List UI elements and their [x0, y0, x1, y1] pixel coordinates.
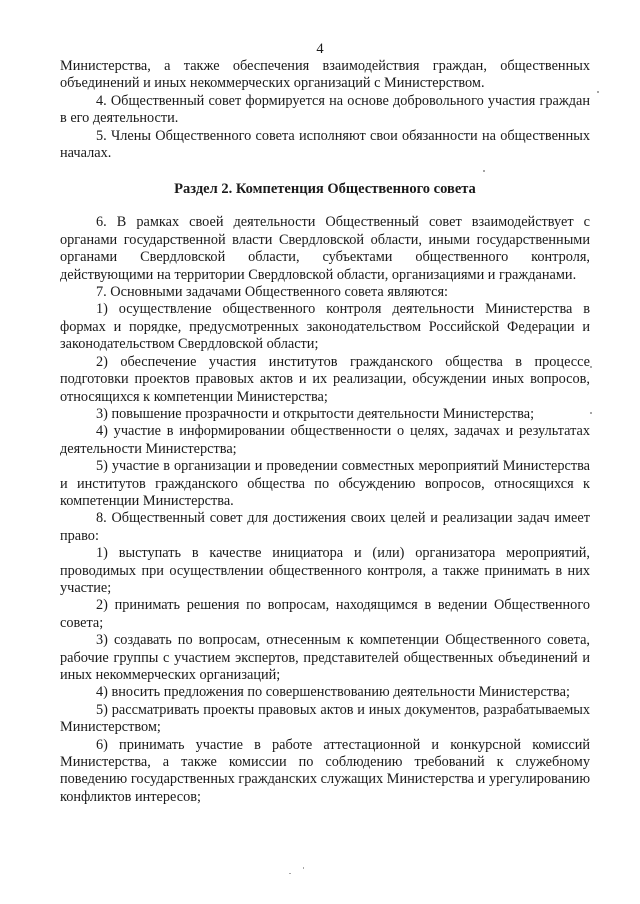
list-item-8-4: 4) вносить предложения по совершенствованию деятельности Министерства;	[96, 684, 570, 701]
scan-speck	[590, 366, 592, 368]
list-item-8-3: 3) создавать по вопросам, отнесенным к компетенции Общественного совета, рабочие группы с участием экспертов, представителей общественных объединений и иных некоммерческих организаций;	[60, 632, 590, 683]
list-item-7-2: 2) обеспечение участия институтов гражданского общества в процессе подготовки проектов правовых актов и их реализации, обсуждении иных вопросов, относящихся к компетенции Министерства;	[60, 353, 590, 405]
list-item-7-5: 5) участие в организации и проведении совместных мероприятий Министерства и институтов гражданского общества по обсуждению вопросов, относящихся к компетенции Министерства.	[60, 458, 590, 509]
list-item-8-2: 2) принимать решения по вопросам, находящимся в ведении Общественного совета;	[60, 597, 590, 631]
document-body	[60, 58, 590, 806]
paragraph-continuation: Министерства, а также обеспечения взаимодействия граждан, общественных объединений и иных некоммерческих организаций с Министерством.	[60, 58, 590, 92]
scan-speck	[590, 412, 592, 414]
paragraph-item-8: 8. Общественный совет для достижения своих целей и реализации задач имеет право:	[60, 510, 590, 544]
scan-speck	[289, 873, 291, 874]
section-heading: Раздел 2. Компетенция Общественного совета	[174, 181, 476, 198]
list-item-7-1: 1) осуществление общественного контроля деятельности Министерства в формах и порядке, предусмотренных законодательством Российской Федерации и законодательством Свердловской области;	[60, 301, 590, 353]
list-item-7-3: 3) повышение прозрачности и открытости деятельности Министерства;	[96, 405, 535, 422]
list-item-7-4: 4) участие в информировании общественности о целях, задачах и результатах деятельности Министерства;	[60, 423, 590, 457]
scan-speck	[303, 867, 304, 869]
paragraph-item-7: 7. Основными задачами Общественного совета являются:	[96, 284, 448, 301]
paragraph-item-4: 4. Общественный совет формируется на основе добровольного участия граждан в его деятельности.	[60, 92, 590, 127]
list-item-8-6: 6) принимать участие в работе аттестационной и конкурсной комиссий Министерства, а также комиссии по соблюдению требований к служебному поведению государственных гражданских служащих Министерства и урегулированию конфликтов интересов;	[60, 736, 590, 805]
paragraph-item-6: 6. В рамках своей деятельности Общественный совет взаимодействует с органами государственной власти Свердловской области, иными государственными органами Свердловской области, субъектами общественного контроля, действующими на территории Свердловской области, организациями и гражданами.	[60, 214, 590, 283]
page-number: 4	[316, 41, 324, 57]
list-item-8-1: 1) выступать в качестве инициатора и (или) организатора мероприятий, проводимых при осуществлении общественного контроля, а также принимать в них участие;	[60, 545, 590, 596]
paragraph-item-5: 5. Члены Общественного совета исполняют свои обязанности на общественных началах.	[60, 127, 590, 162]
list-item-8-5: 5) рассматривать проекты правовых актов и иных документов, разрабатываемых Министерством;	[60, 701, 590, 736]
scan-speck	[597, 91, 599, 93]
scan-speck	[483, 170, 485, 172]
